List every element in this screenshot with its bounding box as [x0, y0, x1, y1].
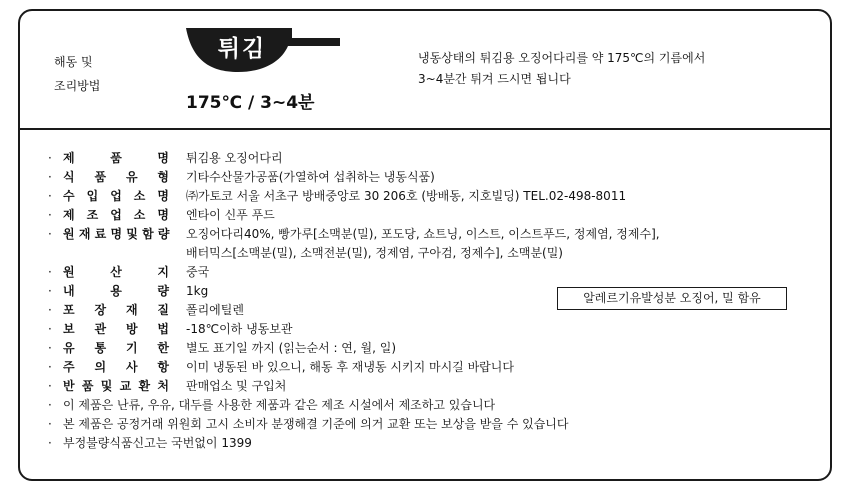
bullet: · [48, 322, 52, 336]
field-key-char: 교 [119, 379, 132, 393]
notice-text: 부정불량식품신고는 국번없이 1399 [63, 436, 252, 450]
field-value: 오징어다리40%, 빵가루[소맥분(밀), 포도당, 쇼트닝, 이스트, 이스트푸드, 정제염, 정제수], [186, 227, 660, 241]
bullet: · [48, 303, 52, 317]
field-key-char: 유 [63, 341, 75, 355]
field-key-char: 수 [63, 189, 75, 203]
field-row [48, 149, 828, 168]
field-key [63, 149, 169, 168]
field-key-char: 명 [157, 208, 169, 222]
field-key-char: 입 [86, 189, 99, 203]
bullet: · [48, 417, 52, 431]
field-key-char: 기 [125, 341, 138, 355]
field-key [63, 263, 169, 282]
field-key-char: 유 [125, 170, 138, 184]
bullet: · [48, 208, 52, 222]
field-key [63, 377, 169, 396]
field-key-char: 제 [63, 208, 75, 222]
field-row [48, 206, 828, 225]
field-key-char: 제 [63, 151, 75, 165]
field-row [48, 339, 828, 358]
bullet: · [48, 436, 52, 450]
bullet: · [48, 360, 52, 374]
bullet: · [48, 189, 52, 203]
field-key-char: 보 [63, 322, 75, 336]
instruction-line1: 냉동상태의 튀김용 오징어다리를 약 175℃의 기름에서 [418, 51, 706, 65]
field-value: 엔타이 신푸 푸드 [186, 208, 275, 222]
field-value: ㈜가토코 서울 서초구 방배중앙로 30 206호 (방배동, 지호빌딩) TEL.02-498-8011 [186, 189, 627, 203]
notice-row [48, 396, 828, 415]
field-key-char: 명 [110, 227, 122, 241]
field-key-char: 량 [157, 227, 169, 241]
field-key-char: 재 [78, 227, 90, 241]
field-row [48, 168, 828, 187]
notice-row [48, 415, 828, 434]
bullet: · [48, 341, 52, 355]
field-value: 튀김용 오징어다리 [186, 151, 283, 165]
field-key-char: 의 [94, 360, 107, 374]
field-key-char: 함 [142, 227, 154, 241]
field-value: 별도 표기일 까지 (읽는순서 : 연, 월, 일) [186, 341, 397, 355]
field-key-char: 업 [110, 189, 122, 203]
field-key-char: 품 [94, 170, 107, 184]
field-key-char: 품 [81, 379, 94, 393]
field-key-char: 장 [94, 303, 107, 317]
field-key-char: 원 [63, 227, 75, 241]
field-key-char: 소 [133, 189, 146, 203]
field-key-char: 형 [157, 170, 169, 184]
field-key [63, 282, 169, 301]
thaw-cook-label [54, 50, 100, 98]
thaw-label-line2: 조리방법 [54, 79, 101, 93]
field-key-char: 통 [94, 341, 107, 355]
field-key-char: 재 [125, 303, 138, 317]
field-key-char: 법 [157, 322, 169, 336]
field-key-char: 처 [157, 379, 169, 393]
field-row [48, 263, 828, 282]
bullet: · [48, 170, 52, 184]
field-key-char: 원 [63, 265, 75, 279]
field-key [63, 301, 169, 320]
field-value: 중국 [186, 265, 210, 279]
field-key-char: 품 [110, 151, 122, 165]
field-key-char: 사 [125, 360, 138, 374]
notice-text: 본 제품은 공정거래 위원회 고시 소비자 분쟁해결 기준에 의거 교환 또는 보상을 받을 수 있습니다 [63, 417, 569, 431]
field-row [48, 225, 828, 244]
field-key-char: 포 [63, 303, 75, 317]
field-value: 폴리에틸렌 [186, 303, 244, 317]
field-key-char: 지 [157, 265, 169, 279]
field-row [48, 377, 828, 396]
field-key-char: 주 [63, 360, 75, 374]
field-key-char: 및 [100, 379, 113, 393]
header-divider [18, 128, 832, 130]
field-value: 판매업소 및 구입처 [186, 379, 287, 393]
field-key-char: 환 [138, 379, 151, 393]
field-key [63, 168, 169, 187]
field-key [63, 206, 169, 225]
field-key [63, 358, 169, 377]
field-key-char: 량 [157, 284, 169, 298]
field-key-char: 료 [94, 227, 106, 241]
field-key-char: 및 [126, 227, 138, 241]
field-value: 1kg [186, 284, 209, 298]
field-key-char: 관 [94, 322, 107, 336]
bullet: · [48, 398, 52, 412]
field-key-char: 명 [157, 151, 169, 165]
notice-row [48, 434, 828, 453]
field-key-char: 한 [157, 341, 169, 355]
field-key [63, 320, 169, 339]
cooking-method: 튀김 [217, 36, 267, 62]
field-row [48, 320, 828, 339]
field-key-char: 조 [86, 208, 99, 222]
field-key-char: 항 [157, 360, 169, 374]
field-key-char: 명 [157, 189, 169, 203]
field-value: -18℃이하 냉동보관 [186, 322, 293, 336]
field-key [63, 187, 169, 206]
field-value: 이미 냉동된 바 있으니, 해동 후 재냉동 시키지 마시길 바랍니다 [186, 360, 514, 374]
bullet: · [48, 265, 52, 279]
field-value-continued: 배터믹스[소맥분(밀), 소맥전분(밀), 정제염, 구아검, 정제수], 소맥분(밀) [186, 246, 563, 260]
bullet: · [48, 284, 52, 298]
field-value: 기타수산물가공품(가열하여 섭취하는 냉동식품) [186, 170, 435, 184]
notice-text: 이 제품은 난류, 우유, 대두를 사용한 제품과 같은 제조 시설에서 제조하고 있습니다 [63, 398, 496, 412]
field-key-char: 내 [63, 284, 75, 298]
field-key [63, 339, 169, 358]
field-key-char: 업 [110, 208, 122, 222]
bullet: · [48, 379, 52, 393]
bullet: · [48, 151, 52, 165]
field-key-char: 식 [63, 170, 75, 184]
field-key [63, 225, 169, 244]
instruction-line2: 3~4분간 튀겨 드시면 됩니다 [418, 72, 571, 86]
bullet: · [48, 227, 52, 241]
thaw-label-line1: 해동 및 [54, 55, 93, 69]
temperature-time: 175℃ / 3~4분 [186, 93, 315, 113]
field-key-char: 산 [110, 265, 122, 279]
field-row [48, 187, 828, 206]
cooking-instruction [418, 48, 705, 90]
field-row [48, 358, 828, 377]
field-key-char: 용 [110, 284, 122, 298]
field-key-char: 반 [63, 379, 75, 393]
field-key-char: 소 [133, 208, 146, 222]
field-key-char: 방 [125, 322, 138, 336]
field-key-char: 질 [157, 303, 169, 317]
allergen-box: 알레르기유발성분 오징어, 밀 함유 [557, 287, 787, 310]
